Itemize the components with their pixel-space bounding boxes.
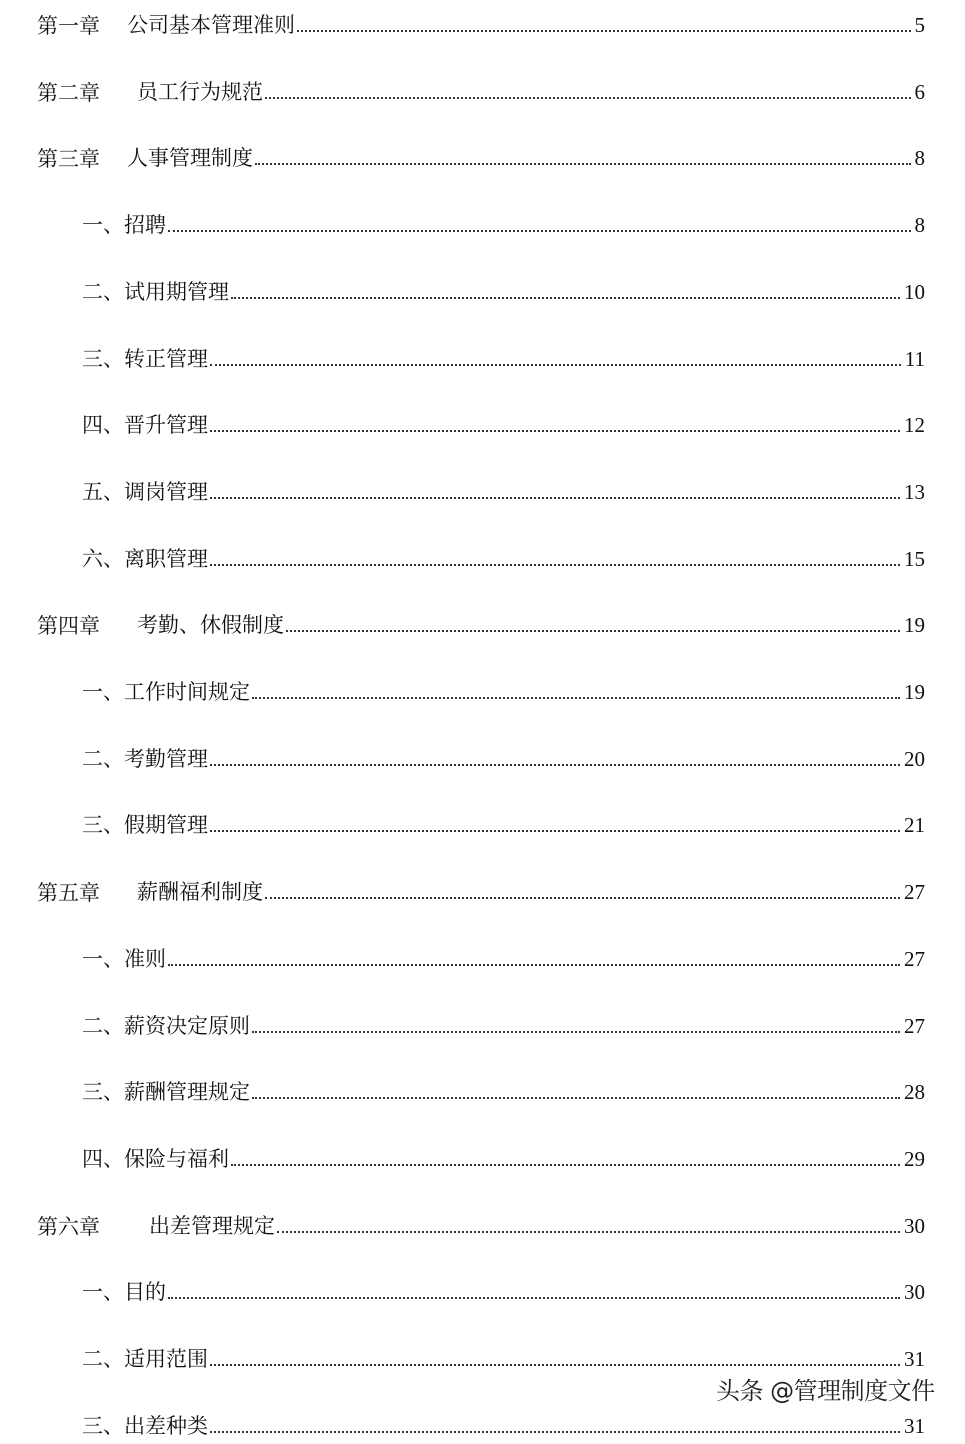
entry-title: 考勤、休假制度	[137, 610, 286, 640]
toc-entry[interactable]	[0, 744, 965, 774]
page-number: 12	[904, 413, 925, 438]
dot-leader	[231, 297, 900, 299]
page-number: 8	[914, 213, 925, 238]
dot-leader	[265, 897, 900, 899]
toc-entry[interactable]	[0, 944, 965, 974]
dot-leader	[231, 1164, 900, 1166]
page-number: 5	[914, 13, 925, 37]
dot-leader	[277, 1231, 900, 1233]
dot-leader	[252, 1031, 900, 1033]
entry-title: 四、晋升管理	[82, 410, 210, 440]
toc-entry[interactable]	[0, 610, 965, 640]
toc-entry[interactable]	[0, 210, 965, 240]
page-number: 29	[904, 1146, 925, 1171]
page-number: 28	[904, 1080, 925, 1105]
chapter-label: 第四章	[37, 614, 100, 639]
entry-title: 六、离职管理	[82, 544, 210, 574]
entry-title: 一、招聘	[82, 210, 168, 240]
entry-title: 三、假期管理	[82, 810, 210, 840]
chapter-label: 第六章	[37, 1214, 100, 1239]
dot-leader	[168, 230, 911, 232]
entry-title: 人事管理制度	[127, 143, 255, 173]
toc-entry[interactable]	[0, 677, 965, 707]
entry-title: 公司基本管理准则	[127, 10, 297, 40]
chapter-label: 第一章	[37, 14, 100, 38]
entry-title: 一、目的	[82, 1277, 168, 1307]
toc-entry[interactable]	[0, 77, 965, 107]
entry-title: 二、考勤管理	[82, 744, 210, 774]
toc-entry[interactable]	[0, 10, 965, 40]
dot-leader	[297, 30, 911, 32]
page-number: 20	[904, 746, 925, 771]
entry-title: 三、转正管理	[82, 344, 210, 374]
toc-entry[interactable]	[0, 1211, 965, 1241]
entry-title: 一、准则	[82, 944, 168, 974]
chapter-label: 第五章	[37, 881, 100, 906]
page-number: 30	[904, 1280, 925, 1305]
dot-leader	[210, 830, 900, 832]
entry-title: 五、调岗管理	[82, 477, 210, 507]
entry-title: 出差管理规定	[149, 1211, 277, 1241]
dot-leader	[210, 364, 901, 366]
toc-entry[interactable]	[0, 143, 965, 173]
page-number: 27	[904, 880, 925, 905]
toc-entry[interactable]	[0, 1344, 965, 1374]
dot-leader	[210, 430, 900, 432]
dot-leader	[210, 497, 900, 499]
chapter-label: 第二章	[37, 80, 100, 105]
dot-leader	[210, 764, 900, 766]
toc-entry[interactable]	[0, 477, 965, 507]
dot-leader	[168, 1297, 900, 1299]
toc-entry[interactable]	[0, 544, 965, 574]
dot-leader	[265, 97, 911, 99]
toc-entry[interactable]	[0, 1011, 965, 1041]
toc-entry[interactable]	[0, 1411, 965, 1441]
page-number: 10	[904, 279, 925, 304]
page-number: 6	[914, 79, 925, 104]
entry-title: 三、出差种类	[82, 1411, 210, 1441]
toc-entry[interactable]	[0, 810, 965, 840]
entry-title: 薪酬福利制度	[137, 877, 265, 907]
dot-leader	[210, 1431, 900, 1433]
toc-entry[interactable]	[0, 877, 965, 907]
dot-leader	[286, 630, 900, 632]
page-number: 27	[904, 1013, 925, 1038]
page-number: 31	[904, 1347, 925, 1371]
dot-leader	[210, 564, 900, 566]
entry-title: 二、适用范围	[82, 1344, 210, 1374]
toc-entry[interactable]	[0, 1144, 965, 1174]
chapter-label: 第三章	[37, 147, 100, 172]
page-number: 19	[904, 680, 925, 704]
page-number: 21	[904, 813, 925, 838]
entry-title: 二、试用期管理	[82, 277, 231, 307]
dot-leader	[252, 697, 900, 699]
toc-entry[interactable]	[0, 1277, 965, 1307]
dot-leader	[252, 1097, 900, 1099]
toc-entry[interactable]	[0, 277, 965, 307]
page-number: 11	[904, 346, 925, 371]
toc-entry[interactable]	[0, 1077, 965, 1107]
entry-title: 二、薪资决定原则	[82, 1011, 252, 1041]
page-number: 15	[904, 546, 925, 571]
page-number: 27	[904, 946, 925, 971]
page-number: 30	[904, 1213, 925, 1238]
dot-leader	[255, 163, 911, 165]
page-number: 13	[904, 479, 925, 504]
toc-entry[interactable]	[0, 344, 965, 374]
entry-title: 员工行为规范	[137, 77, 265, 107]
page-number: 31	[904, 1413, 925, 1438]
entry-title: 四、保险与福利	[82, 1144, 231, 1174]
toc-entry[interactable]	[0, 410, 965, 440]
dot-leader	[168, 964, 900, 966]
entry-title: 一、工作时间规定	[82, 677, 252, 707]
dot-leader	[210, 1364, 900, 1366]
page-number: 8	[914, 146, 925, 171]
entry-title: 三、薪酬管理规定	[82, 1077, 252, 1107]
page-number: 19	[904, 613, 925, 638]
watermark: 头条 @管理制度文件	[716, 1377, 935, 1405]
